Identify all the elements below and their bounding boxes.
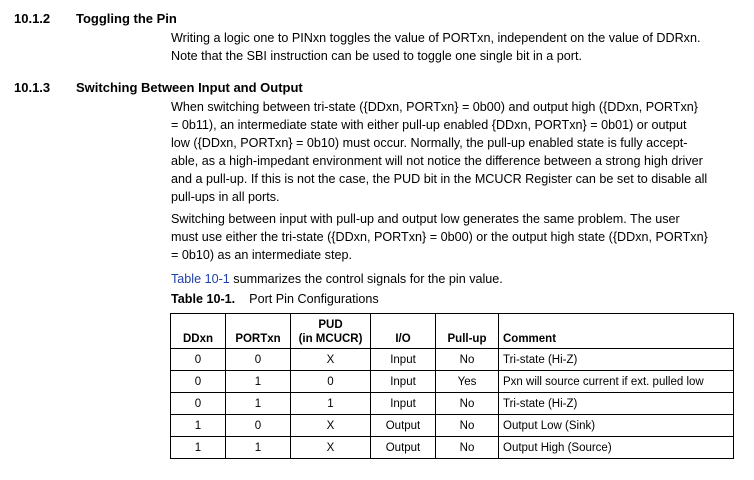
section-title: Toggling the Pin: [76, 11, 177, 26]
text-line: able, as a high-impedant environment will not notice the difference between a strong high driver: [171, 154, 703, 168]
table-row: [171, 415, 734, 437]
cell-ddxn: 0: [171, 393, 226, 415]
table-row: [171, 393, 734, 415]
header-ddxn: DDxn: [171, 314, 226, 349]
cell-pullup: No: [436, 349, 499, 371]
text-line: and a pull-up. If this is not the case, the PUD bit in the MCUCR Register can be set to disable all: [171, 172, 708, 186]
cell-portxn: 0: [226, 349, 291, 371]
cell-comment: Tri-state (Hi-Z): [499, 349, 734, 371]
text-line: Writing a logic one to PINxn toggles the value of PORTxn, independent on the value of DDRxn.: [171, 31, 701, 45]
summary-paragraph: [171, 270, 737, 288]
cell-portxn: 1: [226, 437, 291, 459]
text-line: = 0b11), an intermediate state with either pull-up enabled {DDxn, PORTxn} = 0b01) or output: [171, 118, 687, 132]
summary-text: summarizes the control signals for the pin value.: [229, 272, 503, 286]
cell-io: Output: [371, 437, 436, 459]
cell-comment: Tri-state (Hi-Z): [499, 393, 734, 415]
cell-pud: X: [291, 437, 371, 459]
port-pin-configurations-table: [170, 313, 734, 459]
cell-comment: Output High (Source): [499, 437, 734, 459]
section-heading-switching: [14, 80, 303, 95]
text-line: must use either the tri-state ({DDxn, PORTxn} = 0b00) or the output high state ({DDxn, PORTxn}: [171, 230, 708, 244]
switching-paragraph-1: [171, 98, 737, 206]
text-line: Note that the SBI instruction can be used to toggle one single bit in a port.: [171, 49, 582, 63]
cell-pullup: Yes: [436, 371, 499, 393]
cell-pullup: No: [436, 437, 499, 459]
cell-ddxn: 0: [171, 349, 226, 371]
text-line: low ({DDxn, PORTxn} = 0b10) must occur. Normally, the pull-up enabled state is fully accept-: [171, 136, 688, 150]
cell-pud: X: [291, 349, 371, 371]
table-row: [171, 371, 734, 393]
cell-io: Input: [371, 349, 436, 371]
table-row: [171, 437, 734, 459]
cell-ddxn: 0: [171, 371, 226, 393]
header-pullup: Pull-up: [436, 314, 499, 349]
table-title: Port Pin Configurations: [249, 292, 379, 306]
cell-portxn: 1: [226, 371, 291, 393]
header-portxn: PORTxn: [226, 314, 291, 349]
switching-paragraph-2: [171, 210, 737, 264]
section-number: 10.1.3: [14, 80, 51, 95]
cell-ddxn: 1: [171, 415, 226, 437]
toggling-paragraph: [171, 29, 737, 65]
table-caption: [171, 292, 379, 306]
cell-io: Output: [371, 415, 436, 437]
cell-pud: X: [291, 415, 371, 437]
header-io: I/O: [371, 314, 436, 349]
header-pud-line2: (in MCUCR): [298, 333, 363, 345]
text-line: = 0b10) as an intermediate step.: [171, 248, 352, 262]
cell-portxn: 1: [226, 393, 291, 415]
text-line: Switching between input with pull-up and output low generates the same problem. The user: [171, 212, 680, 226]
cell-io: Input: [371, 393, 436, 415]
text-line: pull-ups in all ports.: [171, 190, 280, 204]
cell-comment: Output Low (Sink): [499, 415, 734, 437]
cell-pullup: No: [436, 415, 499, 437]
header-pud-line1: PUD: [318, 319, 343, 331]
header-pud: [291, 314, 371, 349]
cell-pud: 1: [291, 393, 371, 415]
cell-ddxn: 1: [171, 437, 226, 459]
header-comment: Comment: [499, 314, 734, 349]
table-reference-link[interactable]: Table 10-1: [171, 272, 230, 286]
table-header-row: [171, 314, 734, 349]
cell-pullup: No: [436, 393, 499, 415]
section-title: Switching Between Input and Output: [76, 80, 303, 95]
section-heading-toggling: [14, 11, 177, 26]
cell-pud: 0: [291, 371, 371, 393]
text-line: When switching between tri-state ({DDxn, PORTxn} = 0b00) and output high ({DDxn, PORTxn}: [171, 100, 698, 114]
table-label: Table 10-1.: [171, 292, 236, 306]
cell-portxn: 0: [226, 415, 291, 437]
section-number: 10.1.2: [14, 11, 51, 26]
table-row: [171, 349, 734, 371]
cell-comment: Pxn will source current if ext. pulled low: [499, 371, 734, 393]
cell-io: Input: [371, 371, 436, 393]
